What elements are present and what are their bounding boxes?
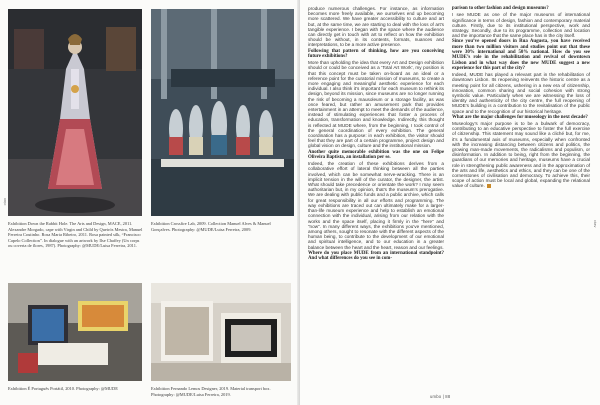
interview-question: What are the major challenges for museology in the next decade? <box>452 114 588 120</box>
photo-caption: Exhibition Crossfire Lab, 2009. Collection Manuel Alves & Manuel Gonçalves. Photography: @MUDE/Luisa Ferreira, 2009. <box>151 221 271 232</box>
exhibition-photo-installation <box>8 283 142 381</box>
interview-question: parison to other fashion and design museums? <box>452 6 549 11</box>
photo-caption: Exhibition Down the Rabbit Hole. The Arts and Design, MACE, 2011. Alexandre Morgado, cape with Virgin and Child by Queirós Mestra, Manuel Ferreira Coutinho. Rosa Maria Ribeiro, 2011. Rosa painted silk, “Francisco Capelo Collection”. In dialogue with an artwork by Ilse Chaffey (Un corps ou coverta de flores, 1987). Photography: @MUDE/Luisa Ferreira, 2011. <box>8 221 143 248</box>
article-paragraph: More than upholding the idea that every Art and Design exhibition should or could be conceived as a ‘Total Art Work’, my position is that this concept must be taken on-board as an ideal or a reference point for the curatorial mission of museums, to create a more engaging and meaningful aesthetic experience for each individual. I also think it’s important for each museum to rethink its design, beyond its mission, since museums are no longer running the risk of becoming a mausoleum or a storage facility, as was once feared, but rather an amusement park that provides entertainment in an attempt to meet the demands of the audience, instead of stimulating experiences that foster a process of education, transformation and knowledge. Indirectly, this thought is reflected at MUDE where, from the beginning, I took control of the general coordination of every exhibition. The general coordination has a purpose: in each exhibition, the visitor should feel that they are part of a certain programme, project design and global vision on design, culture and the institutional mission. <box>308 60 444 149</box>
end-of-article-icon <box>487 184 491 188</box>
article-column-2 <box>452 6 590 190</box>
article-paragraph: Indeed, the creation of these exhibitions derives from a collaborative effort of lateral thinking between all the parties involved, which can be somewhat nerve-wracking. There is an implicit tension in the will of the curator, the designer, the artist. What should take precedence or orientate the work? I may seem authoritarian but, in my opinion, that’s the museum’s prerogative. We are dealing with public funds and a public archive, which calls for great responsibility in all our efforts and programming. The way exhibitions are traced out can ultimately make for a larger-than-life museum experience and help to establish an emotional connection with the individual, arising from our relation with the works and the space itself, placing it firmly in the “here” and “now”. In many different ways, the exhibitions you’ve mentioned, among others, sought to resonate with the different aspects of the human being, to contribute to the development of our emotional and spiritual intelligence, and to our education in a greater balance between the heart and the heart, reason and our feelings. <box>308 161 444 250</box>
exhibition-photo-mannequin <box>8 9 142 216</box>
article-column-1 <box>308 6 444 262</box>
article-paragraph: produce numerous challenges. For instance, as information becomes more freely available, we ourselves end up becoming more scattered. We have greater accessibility to culture and art but, at the same time, we are starting to deal with the loss of art’s tangible experience. I began with the space where the audience can directly get in touch with art to reflect on how the exhibition should be without, in its contents, formats, nuances and interpretations, to be a more active presence. <box>308 6 444 48</box>
exhibition-photo-gallery <box>151 9 294 216</box>
exhibition-photo-boxes <box>151 283 291 381</box>
article-paragraph: Indeed, MUDE has played a relevant part in the rehabilitation of downtown Lisbon. Its reopening reinvents the historic centre as a meeting point for all citizens, ushering in a new era of citizenship, innovation, common sharing and social cohesion with strong symbolic value. Particularly when we are witnessing the loss of identity and authenticity of the city centre, the full reopening of MUDE’s building is a contribution to the revitalisation of the public space and to the recognition of our historical heritage. <box>452 72 590 114</box>
page-folio: ctav <box>2 198 7 206</box>
article-paragraph: Museology’s major purpose is to be a bulwark of democracy, contributing to an educative perspective to foster the full exercise of citizenship. This statement may sound like a cliché but, for me, it’s a fundamental axis of museums, especially when confronted with the increasing distancing between citizens and politics, the growing man-made movements, the radicalisms and populism, or disinformation. In addition to being, right from the beginning, the guardians of our memories and heritage, museums have a crucial role in strengthening public awareness and in the approximation of the arts and life, aesthetics and ethics, and they can be one of the cornerstones of civilisation and democracy. To achieve this, their scope of action must be local and global, expanding the relational value of culture. <box>452 121 590 189</box>
article-paragraph: I see MUDE as one of the major museums of international significance in terms of design, fashion and contemporary material culture. Firstly, due to its institutional perspective, work and strategy. Secondly, due to its programme, collection and location and the importance that the same place has in the city itself. <box>452 12 590 39</box>
interview-question: Another quite memorable exhibition was the one on Felipe Oliveira Baptista, an installation per se. <box>308 149 444 160</box>
photo-caption: Exhibition Fernando Lemos Designer, 2019. Material transport box. Photography: @MUDE/Luisa Ferreira, 2019. <box>151 386 271 397</box>
photo-caption: Exhibition É Português Portátil, 2010. Photography: @MUDE <box>8 386 118 391</box>
interview-question: Since you’ve opened doors in Rua Augusta, you have received more than two million visitors and studies point out that these were 30% international and 50% national. How do you see MUDE’s role in the rehabilitation and revival of downtown Lisbon and in what way does the new MUDE suggest a new experience for this part of the city? <box>452 39 590 71</box>
interview-question: Following that pattern of thinking, how are you conceiving future exhibitions? <box>308 48 444 59</box>
page-number: umbo | 88 <box>430 394 451 399</box>
page-folio: ctav <box>593 220 598 228</box>
interview-question: Where do you place MUDE from an international standpoint? And what differences do you see in com- <box>308 250 444 262</box>
